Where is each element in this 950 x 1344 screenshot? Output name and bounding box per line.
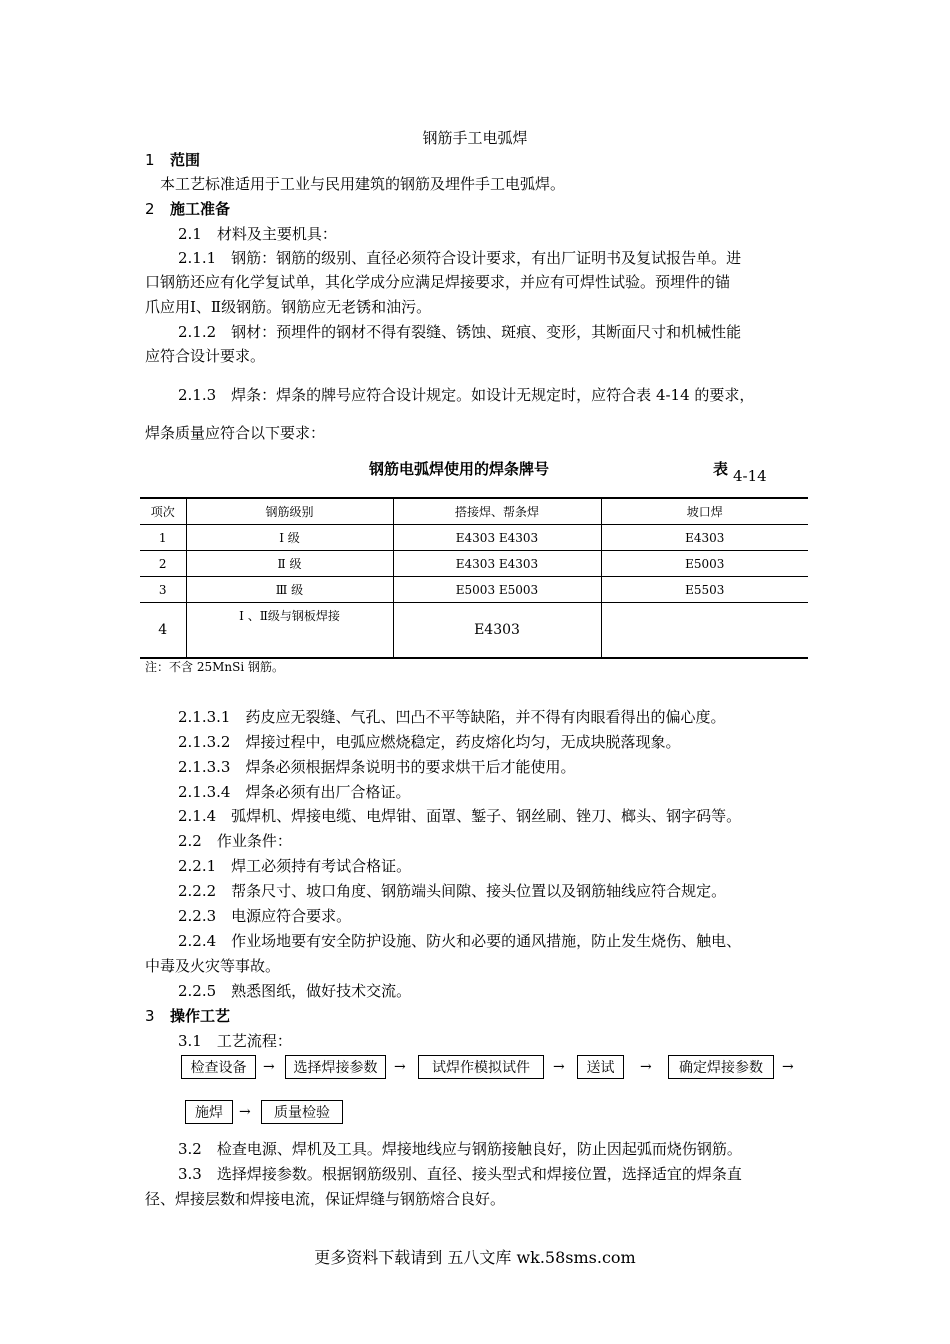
table-cell: E4303 E4303 <box>393 551 601 577</box>
para-2-1-3-line2: 焊条质量应符合以下要求： <box>145 424 326 442</box>
table-cell: Ⅲ 级 <box>186 577 393 603</box>
table-cell: 3 <box>158 582 167 597</box>
table-cell: E4303 <box>601 525 808 551</box>
flow-step-check-equipment: 检查设备 <box>181 1055 256 1079</box>
list-item: 2.1.3.4 焊条必须有出厂合格证。 <box>178 783 411 801</box>
table-cell: E4303 <box>393 603 601 659</box>
flow-arrow: → <box>394 1059 406 1075</box>
table-cell: E4303 E4303 <box>393 525 601 551</box>
table-cell: E5003 E5003 <box>393 577 601 603</box>
flow-arrow: → <box>553 1059 565 1075</box>
table-header-cell: 钢筋级别 <box>186 498 393 525</box>
table-cell: Ⅰ 级 <box>186 525 393 551</box>
footer-text: 更多资料下载请到 五八文库 wk.58sms.com <box>314 1248 636 1267</box>
para-2-1-2-line2: 应符合设计要求。 <box>145 347 266 365</box>
para-3-3-line1: 3.3 选择焊接参数。根据钢筋级别、直径、接头型式和焊接位置，选择适宜的焊条直 <box>178 1165 742 1183</box>
table-cell: E5503 <box>601 577 808 603</box>
list-item: 2.1.3.1 药皮应无裂缝、气孔、凹凸不平等缺陷，并不得有肉眼看得出的偏心度。 <box>178 708 726 726</box>
table-cell: Ⅱ 级 <box>186 551 393 577</box>
list-item-continuation: 中毒及火灾等事故。 <box>145 957 281 975</box>
section-2-heading: 施工准备 <box>170 200 231 218</box>
table-header-cell: 坡口焊 <box>601 498 808 525</box>
list-item: 2.1.4 弧焊机、焊接电缆、电焊钳、面罩、錾子、钢丝刷、锉刀、榔头、钢字码等。 <box>178 807 742 825</box>
table-cell <box>601 603 808 659</box>
section-3-heading: 操作工艺 <box>170 1007 231 1025</box>
flow-arrow: → <box>782 1059 794 1075</box>
list-item: 2.2.4 作业场地要有安全防护设施、防火和必要的通风措施，防止发生烧伤、触电、 <box>178 932 742 950</box>
table-header-cell: 搭接焊、帮条焊 <box>393 498 601 525</box>
para-2-1: 2.1 材料及主要机具： <box>178 225 337 243</box>
para-2-1-1-line3: 爪应用Ⅰ、Ⅱ级钢筋。钢筋应无老锈和油污。 <box>145 298 432 316</box>
list-item: 2.2 作业条件： <box>178 832 292 850</box>
list-item: 2.1.3.2 焊接过程中，电弧应燃烧稳定，药皮熔化均匀，无成块脱落现象。 <box>178 733 681 751</box>
para-3-3-line2: 径、焊接层数和焊接电流，保证焊缝与钢筋熔合良好。 <box>145 1190 506 1208</box>
flow-arrow: → <box>239 1104 251 1120</box>
flow-step-confirm-params: 确定焊接参数 <box>668 1055 774 1079</box>
list-item: 2.2.3 电源应符合要求。 <box>178 907 352 925</box>
section-1-text: 本工艺标准适用于工业与民用建筑的钢筋及埋件手工电弧焊。 <box>160 175 566 193</box>
table-header-row <box>140 498 808 525</box>
electrode-table <box>140 497 808 659</box>
table-header-cell: 项次 <box>150 505 175 519</box>
flow-arrow: → <box>640 1059 652 1075</box>
table-row <box>140 603 808 659</box>
section-2-number: 2 <box>145 200 155 218</box>
table-cell: 4 <box>158 622 168 638</box>
flow-arrow: → <box>263 1059 275 1075</box>
list-item: 2.1.3.3 焊条必须根据焊条说明书的要求烘干后才能使用。 <box>178 758 576 776</box>
section-3-number: 3 <box>145 1007 155 1025</box>
section-1-heading: 范围 <box>170 151 201 169</box>
table-row <box>140 551 808 577</box>
list-item: 2.2.1 焊工必须持有考试合格证。 <box>178 857 412 875</box>
table-note: 注：不含 25MnSi 钢筋。 <box>145 660 284 674</box>
table-cell: 2 <box>158 556 167 571</box>
para-2-1-1-line1: 2.1.1 钢筋：钢筋的级别、直径必须符合设计要求，有出厂证明书及复试报告单。进 <box>178 249 742 267</box>
section-1-number: 1 <box>145 151 155 169</box>
table-label: 表 <box>713 460 729 478</box>
para-2-1-2-line1: 2.1.2 钢材：预埋件的钢材不得有裂缝、锈蚀、斑痕、变形，其断面尺寸和机械性能 <box>178 323 742 341</box>
flow-step-trial-weld: 试焊作模拟试件 <box>418 1055 544 1079</box>
flow-step-select-params: 选择焊接参数 <box>285 1055 386 1079</box>
table-cell: Ⅰ 、Ⅱ级与钢板焊接 <box>186 603 393 659</box>
list-item: 2.2.5 熟悉图纸，做好技术交流。 <box>178 982 412 1000</box>
flow-step-send-test: 送试 <box>577 1055 624 1079</box>
para-3-1: 3.1 工艺流程： <box>178 1032 292 1050</box>
list-item: 2.2.2 帮条尺寸、坡口角度、钢筋端头间隙、接头位置以及钢筋轴线应符合规定。 <box>178 882 727 900</box>
table-caption: 钢筋电弧焊使用的焊条牌号 <box>369 460 550 478</box>
table-row <box>140 577 808 603</box>
flow-step-welding: 施焊 <box>185 1100 233 1124</box>
table-cell: 1 <box>158 530 167 545</box>
para-3-2: 3.2 检查电源、焊机及工具。焊接地线应与钢筋接触良好，防止因起弧而烧伤钢筋。 <box>178 1140 742 1158</box>
table-number: 4-14 <box>733 467 767 485</box>
table-row <box>140 525 808 551</box>
table-cell: E5003 <box>601 551 808 577</box>
para-2-1-1-line2: 口钢筋还应有化学复试单，其化学成分应满足焊接要求，并应有可焊性试验。预埋件的锚 <box>145 273 731 291</box>
page-title: 钢筋手工电弧焊 <box>422 129 528 147</box>
para-2-1-3-line1: 2.1.3 焊条：焊条的牌号应符合设计规定。如设计无规定时，应符合表 4-14 的要求， <box>178 386 755 404</box>
flow-step-quality-inspection: 质量检验 <box>261 1100 343 1124</box>
